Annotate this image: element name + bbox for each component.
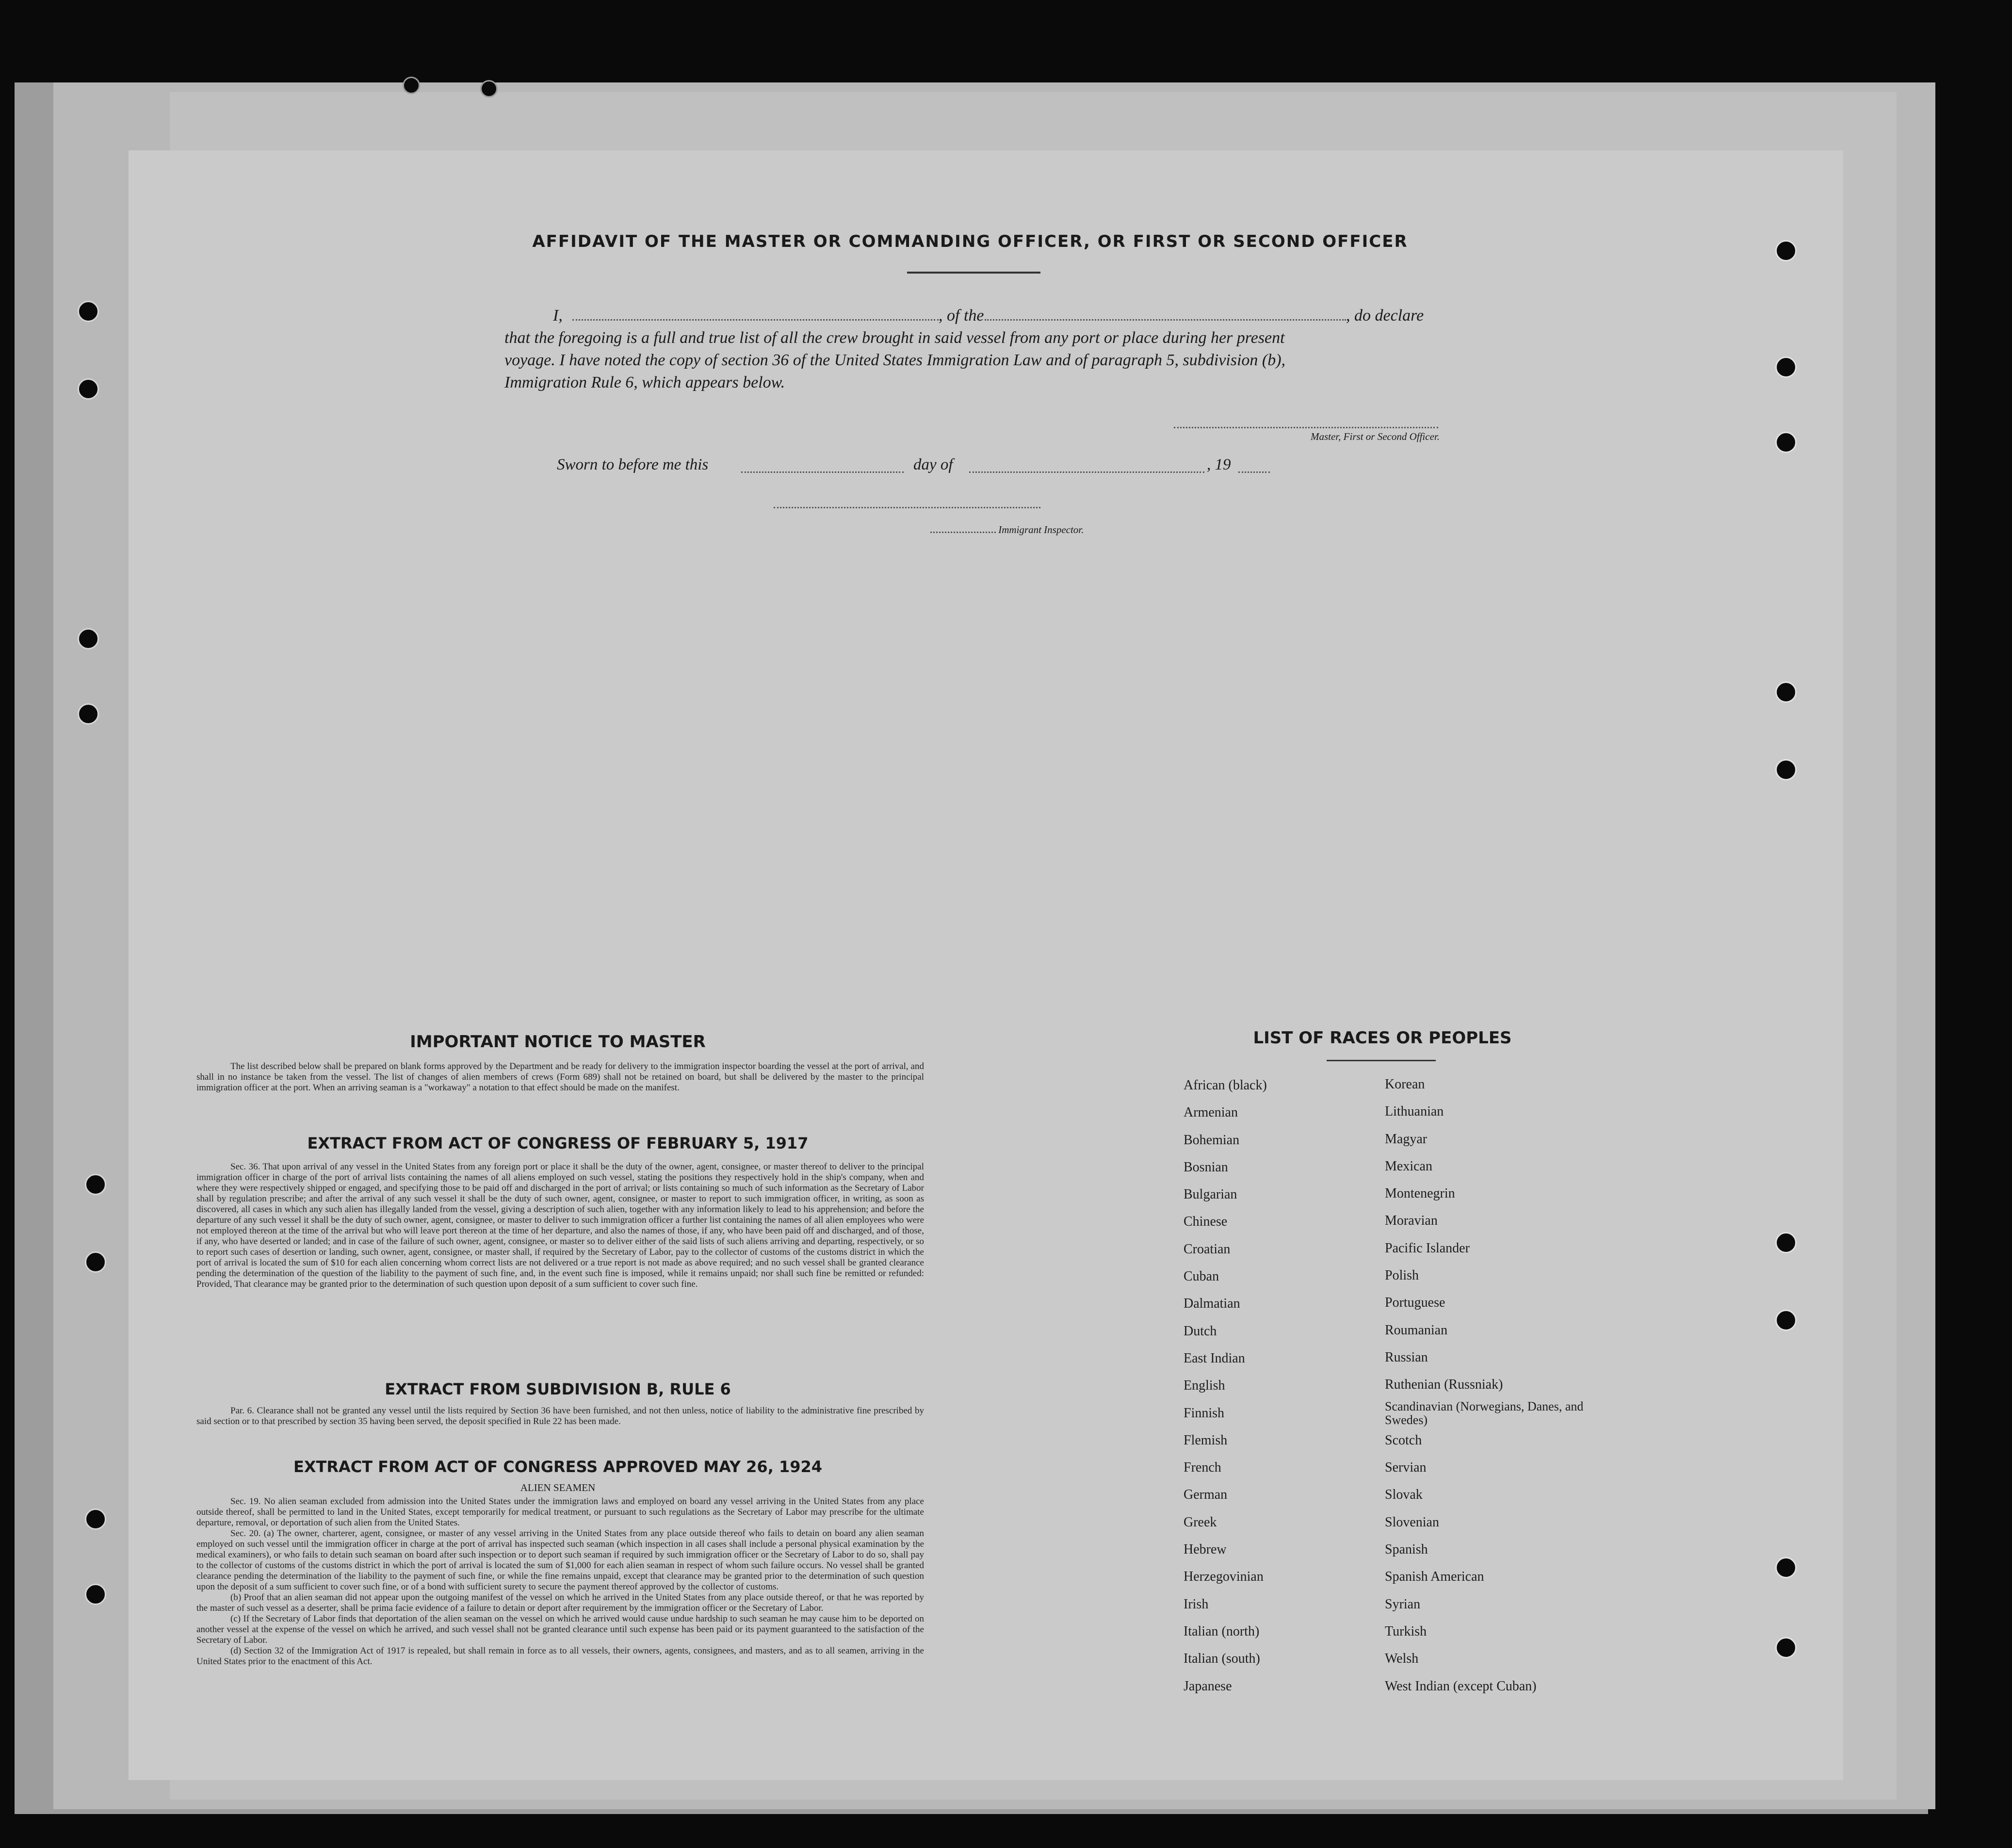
race-item: Turkish (1385, 1623, 1427, 1639)
sec-20d: (d) Section 32 of the Immigration Act of 1917 is repealed, but shall remain in force as to all vessels, their owners, agents, consignees, and masters, and as to all seamen, arriving in the United States prior to the enactment of this Act. (196, 1646, 924, 1667)
race-item: West Indian (except Cuban) (1385, 1678, 1537, 1694)
race-item: Portuguese (1385, 1295, 1445, 1311)
binder-hole (85, 1584, 106, 1605)
extract-1917-title: EXTRACT FROM ACT OF CONGRESS OF FEBRUARY 5, 1917 (307, 1134, 809, 1152)
binder-hole (1775, 681, 1797, 703)
binder-hole (1775, 759, 1797, 780)
race-item: Greek (1184, 1514, 1217, 1530)
race-item: Italian (north) (1184, 1623, 1260, 1639)
binder-hole (1775, 240, 1797, 261)
inspector-name-field[interactable] (930, 532, 996, 533)
race-item: Polish (1385, 1268, 1419, 1283)
affidavit-i: I, (553, 307, 563, 324)
affidavit-title: AFFIDAVIT OF THE MASTER OR COMMANDING OFFICER, OR FIRST OR SECOND OFFICER (532, 232, 1408, 251)
sworn-line (557, 456, 1236, 480)
affidavit-body (504, 305, 1460, 394)
extract-1917-text: Sec. 36. That upon arrival of any vessel in the United States from any foreign port or place it shall be the duty of the owner, agent, consignee, or master thereof to deliver to the principal immigration officer in charge of the port of arrival lists containing the names of all aliens employed on such vessel, stating the positions they respectively hold in the ship's company, when and where they were respectively shipped or engaged, and specifying those to be paid off and discharged in the port of arrival; or lists containing so much of such information as the Secretary of Labor shall by regulation prescribe; and after the arrival of any such vessel it shall be the duty of such owner, agent, consignee, or master to report to such immigration officer, in writing, as soon as discovered, all cases in which any such alien has illegally landed from the vessel, giving a description of such alien, together with any information likely to lead to his apprehension; and before the departure of any such vessel it shall be the duty of such owner, agent, consignee, or master to deliver to such immigration officer a further list containing the names of all alien employees who were not employed thereon at the time of the arrival but who will leave port thereon at the time of her departure, and also the names of those, if any, who have been paid off and discharged, and of those, if any, who have deserted or landed; and in case of the failure of such owner, agent, consignee, or master so to deliver either of the said lists of such aliens arriving and departing, respectively, or so to report such cases of desertion or landing, such owner, agent, consignee, or master shall, if required by the Secretary of Labor, pay to the collector of customs of the customs district in which the port of arrival is located the sum of $10 for each alien concerning whom correct lists are not delivered or a true report is not made as above required; and no such vessel shall be granted clearance pending the determination of the question of the liability to the payment of such fine, and, in the event such fine is imposed, while it remains unpaid; nor shall such fine be remitted or refunded: Provided, That clearance may be granted prior to the determination of such question upon deposit of a sum sufficient to cover such fine. (196, 1162, 924, 1289)
race-item: Spanish American (1385, 1569, 1484, 1585)
race-item: Finnish (1184, 1405, 1225, 1421)
race-item: Moravian (1385, 1213, 1438, 1229)
binder-hole (1775, 1232, 1797, 1253)
affidavit-line: that the foregoing is a full and true list of all the crew brought in said vessel from any port or place during her present (504, 329, 1285, 347)
race-item: Slovenian (1385, 1514, 1439, 1530)
binder-hole (78, 628, 99, 649)
sworn-day-field[interactable] (741, 471, 904, 473)
binder-hole (1775, 1637, 1797, 1658)
race-item: German (1184, 1487, 1228, 1503)
vessel-field[interactable] (985, 319, 1346, 321)
extract-1924-title: EXTRACT FROM ACT OF CONGRESS APPROVED MAY 26, 1924 (293, 1458, 823, 1476)
races-title: LIST OF RACES OR PEOPLES (1253, 1028, 1512, 1048)
race-item: Bohemian (1184, 1132, 1240, 1148)
races-right-column (1385, 1071, 1589, 1700)
race-item: East Indian (1184, 1350, 1245, 1366)
race-item: Pacific Islander (1385, 1240, 1470, 1256)
extract-1924-body (196, 1496, 924, 1667)
notice-title: IMPORTANT NOTICE TO MASTER (410, 1032, 706, 1052)
title-divider (907, 272, 1040, 274)
race-item: Magyar (1385, 1131, 1428, 1147)
race-item: Croatian (1184, 1241, 1231, 1257)
races-divider (1327, 1060, 1436, 1061)
race-item: Lithuanian (1385, 1104, 1444, 1119)
race-item: Welsh (1385, 1651, 1419, 1667)
sworn-year-field[interactable] (1238, 471, 1270, 473)
race-item: Dalmatian (1184, 1296, 1240, 1312)
race-item: Herzegovinian (1184, 1569, 1264, 1585)
race-item: Armenian (1184, 1105, 1238, 1120)
race-item: Italian (south) (1184, 1651, 1260, 1667)
binder-hole (1775, 1557, 1797, 1578)
race-item: Chinese (1184, 1214, 1228, 1230)
binder-hole (78, 378, 99, 400)
race-item: Spanish (1385, 1542, 1428, 1557)
race-item: Japanese (1184, 1678, 1232, 1694)
binder-hole (480, 80, 498, 97)
race-item: Korean (1385, 1077, 1425, 1092)
race-item: English (1184, 1378, 1225, 1394)
binder-hole (85, 1174, 106, 1195)
binder-hole (85, 1251, 106, 1273)
binder-hole (1775, 357, 1797, 378)
race-item: Scotch (1385, 1432, 1422, 1448)
affidavit-of-the: , of the (939, 307, 984, 324)
race-item: Montenegrin (1385, 1186, 1455, 1201)
race-item: Syrian (1385, 1596, 1421, 1612)
race-item: Russian (1385, 1349, 1428, 1365)
name-field[interactable] (572, 319, 939, 321)
race-item: African (black) (1184, 1078, 1267, 1093)
inspector-signature-field[interactable] (774, 507, 1040, 508)
races-left-column (1184, 1072, 1378, 1700)
sec-20c: (c) If the Secretary of Labor finds that deportation of the alien seaman on the vessel on which he arrived would cause undue hardship to such seaman he may cause him to be deported on another vessel at the expense of the vessel on which he arrived, and such vessel shall not be granted clearance until such expense has been paid or its payment guaranteed to the satisfaction of the Secretary of Labor. (196, 1614, 924, 1645)
sworn-day-of: day of (913, 456, 953, 473)
race-item: Mexican (1385, 1158, 1432, 1174)
binder-hole (78, 301, 99, 322)
affidavit-do-declare: , do declare (1346, 307, 1424, 324)
binder-hole (403, 77, 420, 94)
race-item: Scandinavian (Norwegians, Danes, and Swedes) (1385, 1399, 1584, 1427)
race-item: Hebrew (1184, 1542, 1227, 1557)
extract-rule6-text: Par. 6. Clearance shall not be granted any vessel until the lists required by Section 36 have been furnished, and not then unless, notice of liability to the administrative fine prescribed by said section or to that prescribed by section 35 having been served, the deposit specified in Rule 22 has been made. (196, 1406, 924, 1427)
sec-20a: Sec. 20. (a) The owner, charterer, agent, consignee, or master of any vessel arriving in the United States from any place outside thereof who fails to detain on board any alien seaman employed on such vessel until the immigration officer in charge at the port of arrival has inspected such seaman (which inspection in all cases shall include a personal physical examination by the medical examiners), or who fails to detain such seaman on board after such inspection or to deport such seaman if required by such immigration officer or the Secretary of Labor to do so, shall pay to the collector of customs of the customs district in which the port of arrival is located the sum of $1,000 for each alien seaman in respect of whom such failure occurs. No vessel shall be granted clearance pending the determination of the liability to the payment of such fine, or while the fine remains unpaid, except that clearance may be granted prior to the determination of such question upon the deposit of a sum sufficient to cover such fine, or of a bond with sufficient surety to secure the payment thereof approved by the collector of customs. (196, 1528, 924, 1592)
race-item: Roumanian (1385, 1322, 1448, 1338)
inspector-label-row (930, 524, 1124, 536)
race-item: Cuban (1184, 1269, 1219, 1284)
master-signature-field[interactable] (1174, 427, 1438, 428)
binder-hole (1775, 1310, 1797, 1331)
race-item: Irish (1184, 1596, 1209, 1612)
race-item: Dutch (1184, 1323, 1217, 1339)
master-signature-label: Master, First or Second Officer. (1311, 431, 1440, 442)
sworn-year: , 19 (1207, 456, 1231, 473)
inspector-label: Immigrant Inspector. (998, 524, 1084, 535)
race-item: Flemish (1184, 1432, 1228, 1448)
affidavit-line: Immigration Rule 6, which appears below. (504, 373, 785, 391)
race-item: Ruthenian (Russniak) (1385, 1377, 1503, 1393)
race-item: Slovak (1385, 1487, 1423, 1503)
extract-1924-subtitle: ALIEN SEAMEN (520, 1482, 596, 1493)
binder-hole (85, 1508, 106, 1530)
sworn-prefix: Sworn to before me this (557, 456, 709, 473)
notice-text: The list described below shall be prepared on blank forms approved by the Department and be ready for delivery to the immigration inspector boarding the vessel at the port of arrival, and shall in no instance be taken from the vessel. The list of changes of alien members of crews (Form 689) shall not be retained on board, but shall be delivered by the master to the principal immigration officer at the port. When an arriving seaman is a "workaway" a notation to that effect should be made on the manifest. (196, 1061, 924, 1093)
race-item: Servian (1385, 1460, 1427, 1475)
race-item: Bosnian (1184, 1159, 1228, 1175)
race-item: Bulgarian (1184, 1187, 1237, 1202)
sec-20b: (b) Proof that an alien seaman did not appear upon the outgoing manifest of the vessel on which he arrived in the United States from any place outside thereof, or that he was reported by the master of such vessel as a deserter, shall be prima facie evidence of a failure to detain or deport after requirement by the immigration officer or the Secretary of Labor. (196, 1592, 924, 1613)
sworn-month-field[interactable] (969, 471, 1204, 473)
race-item: French (1184, 1460, 1221, 1475)
extract-rule6-title: EXTRACT FROM SUBDIVISION B, RULE 6 (385, 1380, 731, 1398)
affidavit-line: voyage. I have noted the copy of section 36 of the United States Immigration Law and of paragraph 5, subdivision (b), (504, 351, 1286, 369)
sec-19: Sec. 19. No alien seaman excluded from admission into the United States under the immigration laws and employed on board any vessel arriving in the United States from any place outside thereof, shall be permitted to land in the United States, except temporarily for medical treatment, or pursuant to such regulations as the Secretary of Labor may prescribe for the ultimate departure, removal, or deportation of such alien from the United States. (196, 1496, 924, 1528)
binder-hole (1775, 432, 1797, 453)
binder-hole (78, 703, 99, 725)
